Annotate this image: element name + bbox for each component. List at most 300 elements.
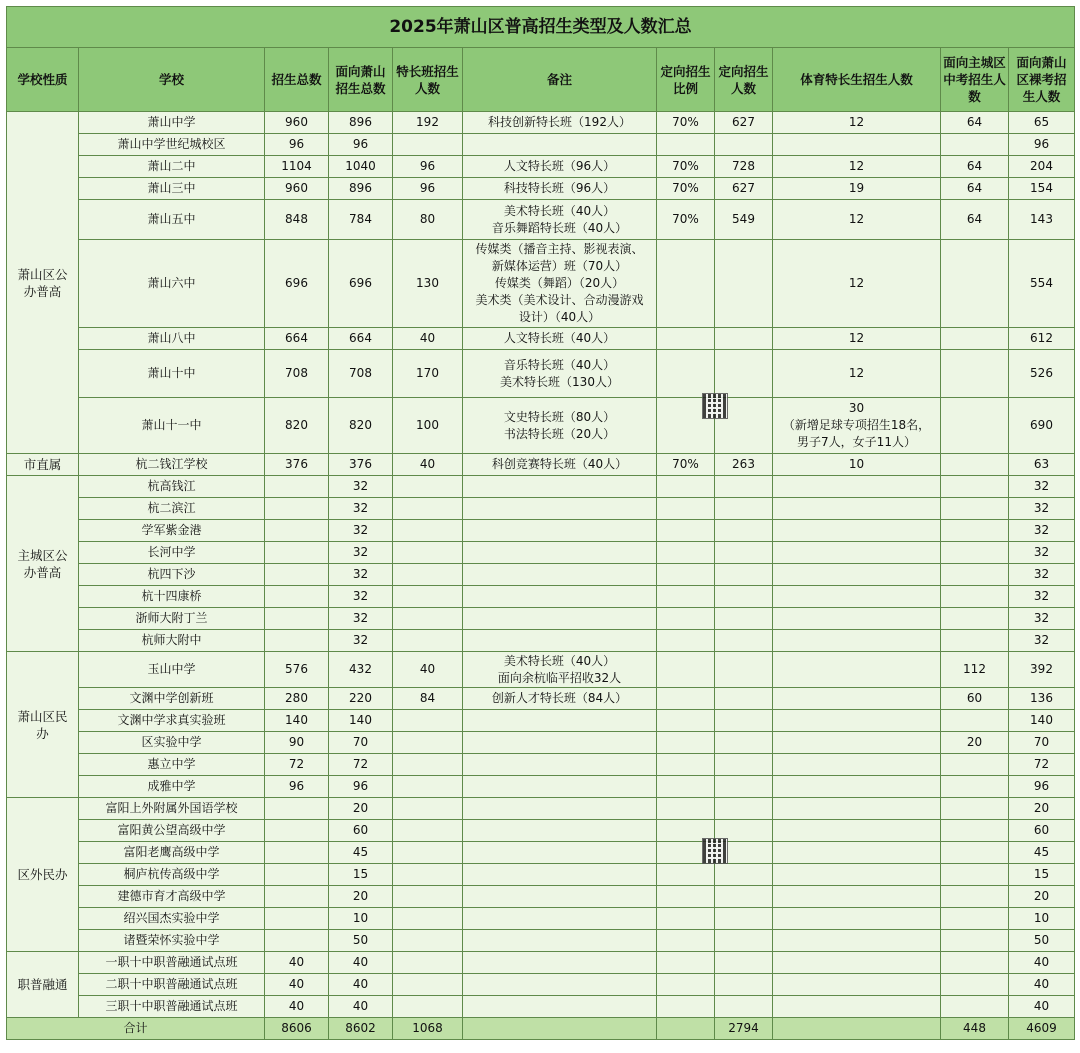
school-name: 文渊中学求真实验班 [79, 710, 265, 732]
table-cell [657, 710, 715, 732]
table-cell [393, 996, 463, 1018]
table-cell [463, 798, 657, 820]
table-cell [657, 476, 715, 498]
table-cell [265, 930, 329, 952]
table-cell: 10 [1009, 908, 1075, 930]
table-cell: 140 [265, 710, 329, 732]
table-cell: 220 [329, 688, 393, 710]
column-header: 学校性质 [7, 48, 79, 112]
table-cell: 554 [1009, 240, 1075, 328]
table-cell: 科创竞赛特长班（40人） [463, 454, 657, 476]
table-row [7, 564, 1075, 586]
table-cell: 美术特长班（40人） 面向余杭临平招收32人 [463, 652, 657, 688]
table-cell [657, 754, 715, 776]
table-cell: 263 [715, 454, 773, 476]
table-cell [941, 398, 1009, 454]
table-cell: 40 [265, 996, 329, 1018]
table-cell: 40 [329, 996, 393, 1018]
table-cell [773, 586, 941, 608]
table-cell [463, 754, 657, 776]
column-header: 定向招生比例 [657, 48, 715, 112]
table-row [7, 586, 1075, 608]
table-cell: 960 [265, 112, 329, 134]
table-cell [941, 908, 1009, 930]
table-cell: 96 [265, 776, 329, 798]
table-cell [657, 798, 715, 820]
table-cell: 392 [1009, 652, 1075, 688]
table-cell [265, 864, 329, 886]
table-cell [265, 498, 329, 520]
table-cell: 60 [329, 820, 393, 842]
table-cell [265, 520, 329, 542]
table-cell [393, 798, 463, 820]
table-cell [941, 776, 1009, 798]
table-cell [715, 754, 773, 776]
school-name: 萧山十一中 [79, 398, 265, 454]
table-cell: 20 [941, 732, 1009, 754]
table-cell [715, 776, 773, 798]
table-cell [715, 974, 773, 996]
table-cell: 32 [1009, 564, 1075, 586]
table-cell [941, 930, 1009, 952]
category-cell: 市直属 [7, 454, 79, 476]
table-cell [715, 542, 773, 564]
table-cell: 70 [329, 732, 393, 754]
table-cell [393, 820, 463, 842]
school-name: 成雅中学 [79, 776, 265, 798]
table-cell: 549 [715, 200, 773, 240]
table-cell: 45 [1009, 842, 1075, 864]
table-cell: 960 [265, 178, 329, 200]
total-cell: 4609 [1009, 1018, 1075, 1040]
table-cell: 96 [393, 178, 463, 200]
table-cell [657, 886, 715, 908]
qr-code-icon [702, 838, 728, 864]
table-cell [715, 476, 773, 498]
table-cell: 784 [329, 200, 393, 240]
table-cell: 612 [1009, 328, 1075, 350]
table-cell [463, 952, 657, 974]
table-cell [393, 710, 463, 732]
table-row [7, 886, 1075, 908]
table-cell: 664 [329, 328, 393, 350]
table-cell [941, 754, 1009, 776]
table-cell [393, 952, 463, 974]
table-row [7, 134, 1075, 156]
table-cell [715, 732, 773, 754]
table-cell: 32 [329, 476, 393, 498]
table-cell: 32 [1009, 586, 1075, 608]
table-cell: 70% [657, 156, 715, 178]
school-name: 区实验中学 [79, 732, 265, 754]
table-cell: 154 [1009, 178, 1075, 200]
table-cell: 1040 [329, 156, 393, 178]
school-name: 萧山五中 [79, 200, 265, 240]
table-cell: 80 [393, 200, 463, 240]
table-row [7, 996, 1075, 1018]
table-cell [265, 542, 329, 564]
table-row [7, 842, 1075, 864]
table-row [7, 864, 1075, 886]
table-cell [773, 908, 941, 930]
table-cell [657, 134, 715, 156]
table-cell [463, 520, 657, 542]
table-cell: 70% [657, 112, 715, 134]
table-cell: 50 [329, 930, 393, 952]
table-cell: 64 [941, 200, 1009, 240]
table-cell [463, 820, 657, 842]
table-cell: 70 [1009, 732, 1075, 754]
table-cell [657, 520, 715, 542]
table-cell: 10 [329, 908, 393, 930]
table-cell: 32 [1009, 542, 1075, 564]
table-row [7, 398, 1075, 454]
table-cell [773, 564, 941, 586]
table-cell [265, 586, 329, 608]
table-row [7, 542, 1075, 564]
table-cell: 32 [1009, 630, 1075, 652]
table-cell: 19 [773, 178, 941, 200]
column-header: 体育特长生招生人数 [773, 48, 941, 112]
school-name: 萧山二中 [79, 156, 265, 178]
table-cell [393, 608, 463, 630]
table-cell [773, 842, 941, 864]
table-cell [657, 996, 715, 1018]
table-row [7, 112, 1075, 134]
table-cell [463, 974, 657, 996]
table-cell [773, 886, 941, 908]
column-header: 面向萧山区裸考招生人数 [1009, 48, 1075, 112]
table-cell [393, 542, 463, 564]
table-cell: 820 [265, 398, 329, 454]
table-cell: 12 [773, 200, 941, 240]
table-cell [265, 630, 329, 652]
table-cell: 192 [393, 112, 463, 134]
table-cell [941, 328, 1009, 350]
column-header: 学校 [79, 48, 265, 112]
table-cell [657, 930, 715, 952]
school-name: 桐庐杭传高级中学 [79, 864, 265, 886]
table-cell [773, 710, 941, 732]
table-title: 2025年萧山区普高招生类型及人数汇总 [7, 7, 1075, 48]
table-cell [463, 886, 657, 908]
table-cell: 63 [1009, 454, 1075, 476]
table-cell [265, 564, 329, 586]
table-cell: 传媒类（播音主持、影视表演、 新媒体运营）班（70人） 传媒类（舞蹈）（20人） 美术类（美术设计、合动漫游戏 设计）（40人） [463, 240, 657, 328]
school-name: 萧山三中 [79, 178, 265, 200]
table-cell: 130 [393, 240, 463, 328]
table-cell: 20 [329, 798, 393, 820]
table-cell: 70% [657, 178, 715, 200]
table-cell [941, 842, 1009, 864]
table-row [7, 652, 1075, 688]
table-cell: 70% [657, 454, 715, 476]
table-cell: 696 [329, 240, 393, 328]
table-cell: 40 [1009, 952, 1075, 974]
table-cell: 708 [265, 350, 329, 398]
table-cell [715, 134, 773, 156]
table-cell [715, 930, 773, 952]
table-cell: 72 [329, 754, 393, 776]
total-cell: 448 [941, 1018, 1009, 1040]
table-cell: 32 [1009, 498, 1075, 520]
table-cell: 45 [329, 842, 393, 864]
table-cell [941, 476, 1009, 498]
table-cell [941, 820, 1009, 842]
table-cell [773, 476, 941, 498]
table-cell [657, 952, 715, 974]
table-cell: 376 [329, 454, 393, 476]
table-cell [657, 542, 715, 564]
school-name: 惠立中学 [79, 754, 265, 776]
table-cell: 12 [773, 350, 941, 398]
table-cell: 科技特长班（96人） [463, 178, 657, 200]
header-row [7, 48, 1075, 112]
table-cell [265, 798, 329, 820]
table-cell: 140 [1009, 710, 1075, 732]
table-cell [393, 842, 463, 864]
table-cell: 科技创新特长班（192人） [463, 112, 657, 134]
table-cell: 32 [1009, 476, 1075, 498]
table-cell [657, 240, 715, 328]
school-name: 杭二钱江学校 [79, 454, 265, 476]
table-cell [715, 586, 773, 608]
table-cell [463, 996, 657, 1018]
table-row [7, 930, 1075, 952]
table-row [7, 776, 1075, 798]
school-name: 杭二滨江 [79, 498, 265, 520]
table-cell [657, 564, 715, 586]
table-cell: 32 [329, 520, 393, 542]
table-row [7, 454, 1075, 476]
table-cell [463, 476, 657, 498]
table-cell: 84 [393, 688, 463, 710]
table-cell: 1104 [265, 156, 329, 178]
table-cell [657, 864, 715, 886]
table-cell: 64 [941, 178, 1009, 200]
table-cell [773, 732, 941, 754]
table-cell [393, 908, 463, 930]
table-cell: 696 [265, 240, 329, 328]
table-cell [265, 886, 329, 908]
table-cell: 60 [1009, 820, 1075, 842]
table-cell: 96 [329, 776, 393, 798]
table-cell: 848 [265, 200, 329, 240]
table-cell [941, 886, 1009, 908]
table-cell: 32 [1009, 520, 1075, 542]
table-cell [393, 732, 463, 754]
table-cell [393, 520, 463, 542]
school-name: 长河中学 [79, 542, 265, 564]
table-cell [941, 240, 1009, 328]
table-row [7, 156, 1075, 178]
table-cell [941, 630, 1009, 652]
total-cell [657, 1018, 715, 1040]
table-cell [715, 608, 773, 630]
table-cell [463, 630, 657, 652]
table-cell [773, 630, 941, 652]
table-cell [941, 498, 1009, 520]
table-cell: 60 [941, 688, 1009, 710]
table-cell [657, 688, 715, 710]
table-cell [463, 134, 657, 156]
table-cell [773, 798, 941, 820]
school-name: 二职十中职普融通试点班 [79, 974, 265, 996]
total-cell: 8606 [265, 1018, 329, 1040]
table-cell [393, 864, 463, 886]
school-name: 杭十四康桥 [79, 586, 265, 608]
category-cell: 区外民办 [7, 798, 79, 952]
table-cell: 72 [1009, 754, 1075, 776]
table-row [7, 630, 1075, 652]
table-cell: 人文特长班（40人） [463, 328, 657, 350]
table-cell [941, 974, 1009, 996]
school-name: 富阳黄公望高级中学 [79, 820, 265, 842]
table-cell [463, 864, 657, 886]
table-cell [773, 652, 941, 688]
table-cell [265, 820, 329, 842]
table-cell [715, 520, 773, 542]
table-cell [941, 798, 1009, 820]
table-cell: 280 [265, 688, 329, 710]
table-cell: 690 [1009, 398, 1075, 454]
school-name: 萧山中学世纪城校区 [79, 134, 265, 156]
school-name: 富阳老鹰高级中学 [79, 842, 265, 864]
table-cell: 143 [1009, 200, 1075, 240]
table-cell: 12 [773, 112, 941, 134]
table-cell [657, 908, 715, 930]
category-cell: 萧山区公办普高 [7, 112, 79, 454]
school-name: 萧山中学 [79, 112, 265, 134]
table-cell: 820 [329, 398, 393, 454]
table-cell [773, 974, 941, 996]
table-cell [773, 542, 941, 564]
table-row [7, 754, 1075, 776]
table-cell [773, 134, 941, 156]
table-cell: 627 [715, 178, 773, 200]
table-cell [715, 564, 773, 586]
table-cell [941, 134, 1009, 156]
table-cell: 72 [265, 754, 329, 776]
table-row [7, 798, 1075, 820]
table-cell: 728 [715, 156, 773, 178]
table-cell: 136 [1009, 688, 1075, 710]
total-cell: 1068 [393, 1018, 463, 1040]
table-cell [941, 564, 1009, 586]
column-header: 特长班招生人数 [393, 48, 463, 112]
table-row [7, 952, 1075, 974]
table-cell: 10 [773, 454, 941, 476]
table-cell [941, 350, 1009, 398]
table-cell [773, 754, 941, 776]
table-cell [463, 842, 657, 864]
table-cell [941, 542, 1009, 564]
table-cell [657, 498, 715, 520]
table-cell [715, 908, 773, 930]
table-cell [393, 974, 463, 996]
table-cell [715, 240, 773, 328]
table-cell: 人文特长班（96人） [463, 156, 657, 178]
table-cell: 40 [329, 952, 393, 974]
table-cell: 32 [329, 564, 393, 586]
table-cell [715, 952, 773, 974]
table-cell: 40 [1009, 996, 1075, 1018]
table-cell [393, 930, 463, 952]
total-cell: 2794 [715, 1018, 773, 1040]
table-cell: 112 [941, 652, 1009, 688]
table-cell: 140 [329, 710, 393, 732]
table-row [7, 328, 1075, 350]
table-cell: 65 [1009, 112, 1075, 134]
table-cell: 100 [393, 398, 463, 454]
table-cell: 创新人才特长班（84人） [463, 688, 657, 710]
table-cell: 170 [393, 350, 463, 398]
table-cell: 40 [265, 952, 329, 974]
column-header: 面向萧山招生总数 [329, 48, 393, 112]
school-name: 萧山八中 [79, 328, 265, 350]
table-cell: 40 [393, 652, 463, 688]
column-header: 定向招生人数 [715, 48, 773, 112]
total-cell: 8602 [329, 1018, 393, 1040]
table-cell: 32 [1009, 608, 1075, 630]
table-cell [393, 476, 463, 498]
total-cell [463, 1018, 657, 1040]
table-cell: 12 [773, 328, 941, 350]
table-cell [941, 710, 1009, 732]
table-row [7, 820, 1075, 842]
table-cell [941, 996, 1009, 1018]
table-cell [265, 608, 329, 630]
table-cell [463, 930, 657, 952]
table-cell [657, 586, 715, 608]
table-cell [657, 608, 715, 630]
table-cell: 896 [329, 178, 393, 200]
school-name: 玉山中学 [79, 652, 265, 688]
school-name: 萧山六中 [79, 240, 265, 328]
table-row [7, 498, 1075, 520]
table-cell: 40 [393, 328, 463, 350]
table-cell [657, 974, 715, 996]
table-cell: 432 [329, 652, 393, 688]
table-cell [941, 586, 1009, 608]
table-cell: 896 [329, 112, 393, 134]
table-cell [773, 498, 941, 520]
school-name: 一职十中职普融通试点班 [79, 952, 265, 974]
school-name: 建德市育才高级中学 [79, 886, 265, 908]
total-label: 合计 [7, 1018, 265, 1040]
table-cell [715, 798, 773, 820]
table-cell [715, 886, 773, 908]
table-cell: 64 [941, 156, 1009, 178]
table-cell: 40 [1009, 974, 1075, 996]
table-cell: 30 （新增足球专项招生18名， 男子7人，女子11人） [773, 398, 941, 454]
table-row [7, 520, 1075, 542]
table-cell: 15 [1009, 864, 1075, 886]
category-cell: 萧山区民办 [7, 652, 79, 798]
table-cell: 40 [393, 454, 463, 476]
table-cell: 96 [1009, 134, 1075, 156]
table-cell [657, 732, 715, 754]
table-cell: 204 [1009, 156, 1075, 178]
table-cell [463, 542, 657, 564]
table-cell [715, 710, 773, 732]
table-cell [393, 134, 463, 156]
table-cell: 576 [265, 652, 329, 688]
table-cell: 20 [329, 886, 393, 908]
table-cell [773, 864, 941, 886]
table-row [7, 710, 1075, 732]
qr-code-icon [702, 393, 728, 419]
